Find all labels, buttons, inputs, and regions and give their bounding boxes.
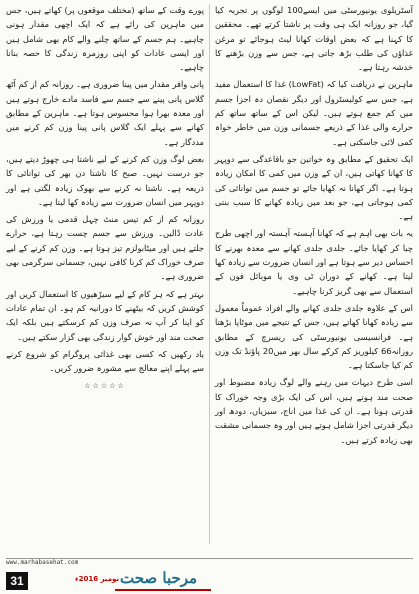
paragraph: پانی وافر مقدار میں پینا ضروری ہے۔ روزانہ کم از کم آٹھ گلاس پانی پینے سے جسم سے فاسد مادے خارج ہوتے ہیں اور معدہ بھرا ہوا محسوس ہوتا ہے۔ ماہرین کے مطابق کھانے سے پہلے ایک گلاس پانی پینا وزن کم کرنے میں مددگار ہے۔ bbox=[6, 79, 204, 147]
end-stars: ☆☆☆☆☆ bbox=[84, 382, 126, 391]
paragraph: بہتر ہے کہ ہر کام کے لیے سیڑھیوں کا استعمال کریں اور کوشش کریں کہ بیٹھنے کا دورانیہ کم ہو۔ ان تمام عادات کو اپنا کر آپ نہ صرف وزن کم کرسکتے ہیں بلکہ ایک صحت مند اور خوش گوار زندگی بھی گزار سکتے ہیں۔ bbox=[6, 288, 204, 342]
paragraph: یاد رکھیں کہ کسی بھی غذائی پروگرام کو شروع کرنے سے پہلے اپنے معالج سے مشورہ ضرور کریں۔ bbox=[6, 348, 204, 374]
logo-underline bbox=[115, 589, 211, 591]
paragraph: پورے وقت کے ساتھ (مختلف موقعوں پر) کھاتے ہیں، جس میں ماہرین کی رائے ہے کہ ایک اچھی مقدار ہونی چاہیے۔ ہم جسم کے ساتھ چلنے والے کام بھی شامل ہیں اور ایسی عادات کو اپنی روزمرہ زندگی کا حصہ بنانا چاہیے۔ bbox=[6, 5, 204, 73]
paragraph: بعض لوگ وزن کم کرنے کے لیے ناشتا ہی چھوڑ دیتے ہیں، جو درست نہیں۔ صبح کا ناشتا دن بھر کی توانائی کا ذریعہ ہے۔ ناشتا نہ کرنے سے بھوک زیادہ لگتی ہے اور دوپہر میں انسان ضرورت سے زیادہ کھا لیتا ہے۔ bbox=[6, 153, 204, 207]
paragraph: اس کے علاوہ جلدی جلدی کھانے والے افراد عموماً معمول سے زیادہ کھانا کھاتے ہیں، جس کے نتیجے میں موٹاپا بڑھتا ہے۔ فرانسیسی یونیورسٹی کی ریسرچ کے مطابق روزانہ66 کیلوریز کم کرکے سال بھر میں20 پاؤنڈ تک وزن کم کیا جاسکتا ہے۔ bbox=[215, 302, 414, 371]
page-footer bbox=[0, 554, 419, 594]
website-link[interactable]: www.marhabasehat.com bbox=[6, 559, 79, 566]
magazine-logo: مرحبا صحت bbox=[120, 569, 198, 587]
paragraph: اسی طرح دیہات میں رہنے والے لوگ زیادہ مضبوط اور صحت مند ہوتے ہیں، اس کی ایک بڑی وجہ خوراک کا قدرتی ہونا ہے۔ ان کی غذا میں اناج، سبزیاں، دودھ اور دیگر قدرتی اجزا شامل ہوتے ہیں اور وہ جسمانی مشقت بھی زیادہ کرتے ہیں۔ bbox=[215, 377, 413, 445]
paragraph: ماہرین نے دریافت کیا کہ (LowFat) غذا کا استعمال مفید ہے، جس سے کولیسٹرول اور دیگر نقصان دہ اجزا جسم میں کم جمع ہوتے ہیں۔ لیکن اس کے ساتھ ساتھ کم حرارے والی غذا کے ذریعے جسمانی وزن میں خاطر خواہ کمی لائی جاسکتی ہے۔ bbox=[215, 79, 413, 147]
article-column-left bbox=[6, 3, 204, 394]
column-divider bbox=[209, 4, 210, 544]
paragraph: ایک تحقیق کے مطابق وہ خواتین جو باقاعدگی سے دوپہر کا کھانا کھاتی ہیں، ان کے وزن میں کمی کا امکان زیادہ ہوتا ہے۔ اگر کھانا نہ کھایا جائے تو جسم میں توانائی کی کمی ہوجاتی ہے، جو بعد میں زیادہ کھانے کا سبب بنتی ہے۔ bbox=[215, 153, 413, 222]
paragraph: آسٹریلوی یونیورسٹی میں ایسے100 لوگوں پر تجربہ کیا گیا، جو روزانہ ایک ہی وقت پر ناشتا کرتے تھے۔ محققین کا کہنا ہے کہ بعض اوقات کھانا لیٹ ہوجائے تو مرغن غذاؤں کی طلب بڑھ جاتی ہے، جس سے وزن بڑھنے کا خدشہ رہتا ہے۔ bbox=[215, 5, 413, 73]
page-number: 31 bbox=[6, 572, 28, 590]
paragraph: یہ بات بھی اہم ہے کہ کھانا آہستہ آہستہ اور اچھی طرح چبا کر کھایا جائے۔ جلدی جلدی کھانے سے معدہ بھرنے کا احساس دیر سے ہوتا ہے اور انسان ضرورت سے زیادہ کھا لیتا ہے۔ کھانے کے دوران ٹی وی یا موبائل فون کے استعمال سے بھی گریز کرنا چاہیے۔ bbox=[215, 228, 413, 296]
paragraph: روزانہ کم از کم تیس منٹ چہل قدمی یا ورزش کی عادت ڈالیں۔ ورزش سے جسم چست رہتا ہے، حرارے جلتے ہیں اور میٹابولزم تیز ہوتا ہے۔ وزن کم کرنے کے لیے صرف خوراک کم کرنا کافی نہیں، جسمانی سرگرمی بھی ضروری ہے۔ bbox=[6, 214, 204, 282]
issue-date: نومبر 2016ء bbox=[75, 575, 120, 583]
article-column-right bbox=[215, 3, 413, 450]
